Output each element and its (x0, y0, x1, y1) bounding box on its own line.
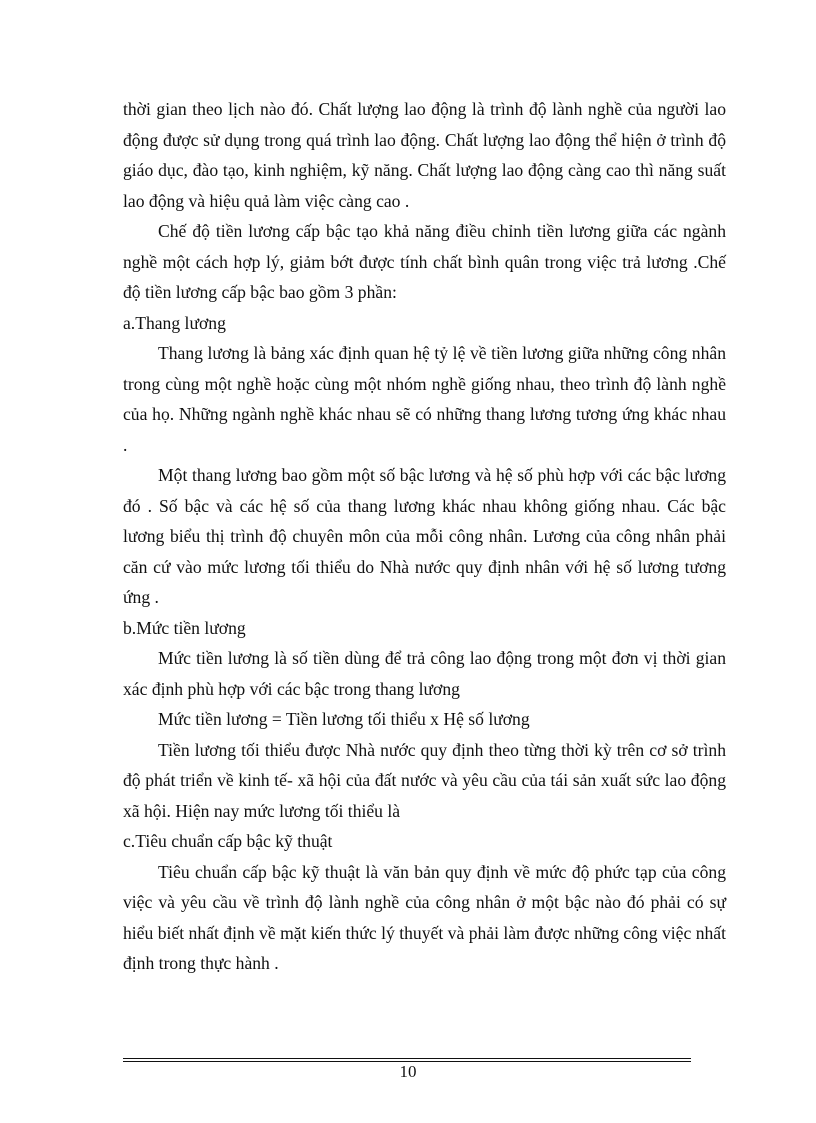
paragraph-2: Chế độ tiền lương cấp bậc tạo khả năng điều chỉnh tiền lương giữa các ngành nghề một cách hợp lý, giảm bớt được tính chất bình quân trong việc trả lương .Chế độ tiền lương cấp bậc bao gồm 3 phần: (123, 221, 726, 302)
page-number: 10 (399, 1062, 417, 1081)
paragraph-3: Thang lương là bảng xác định quan hệ tỷ lệ về tiền lương giữa những công nhân trong cùng một nghề hoặc cùng một nhóm nghề giống nhau, theo trình độ lành nghề của họ. Những ngành nghề khác nhau sẽ có những thang lương tương ứng khác nhau . (123, 343, 726, 455)
paragraph-5: Mức tiền lương là số tiền dùng để trả công lao động trong một đơn vị thời gian xác định phù hợp với các bậc trong thang lương (123, 648, 726, 699)
section-heading-a: a.Thang lương (123, 312, 226, 333)
paragraph-4: Một thang lương bao gồm một số bậc lương và hệ số phù hợp với các bậc lương đó . Số bậc và các hệ số của thang lương khác nhau không giống nhau. Các bậc lương biểu thị trình độ chuyên môn của mỗi công nhân. Lương của công nhân phải căn cứ vào mức lương tối thiểu do Nhà nước quy định nhân với hệ số lương tương ứng . (123, 465, 726, 607)
paragraph-7: Tiêu chuẩn cấp bậc kỹ thuật là văn bản quy định về mức độ phức tạp của công việc và yêu cầu về trình độ lành nghề của công nhân ở một bậc nào đó phải có sự hiểu biết nhất định về mặt kiến thức lý thuyết và phải làm được những công việc nhất định trong thực hành . (123, 861, 726, 973)
section-heading-b: b.Mức tiền lương (123, 617, 246, 638)
body-text (123, 94, 726, 979)
paragraph-1: thời gian theo lịch nào đó. Chất lượng lao động là trình độ lành nghề của người lao động được sử dụng trong quá trình lao động. Chất lượng lao động thể hiện ở trình độ giáo dục, đào tạo, kinh nghiệm, kỹ năng. Chất lượng lao động càng cao thì năng suất lao động và hiệu quả làm việc càng cao . (123, 99, 726, 211)
formula-line: Mức tiền lương = Tiền lương tối thiểu x Hệ số lương (158, 709, 530, 729)
section-heading-c: c.Tiêu chuẩn cấp bậc kỹ thuật (123, 831, 333, 851)
paragraph-6: Tiền lương tối thiểu được Nhà nước quy định theo từng thời kỳ trên cơ sở trình độ phát triển về kinh tế- xã hội của đất nước và yêu cầu của tái sản xuất sức lao động xã hội. Hiện nay mức lương tối thiểu là (123, 739, 726, 821)
